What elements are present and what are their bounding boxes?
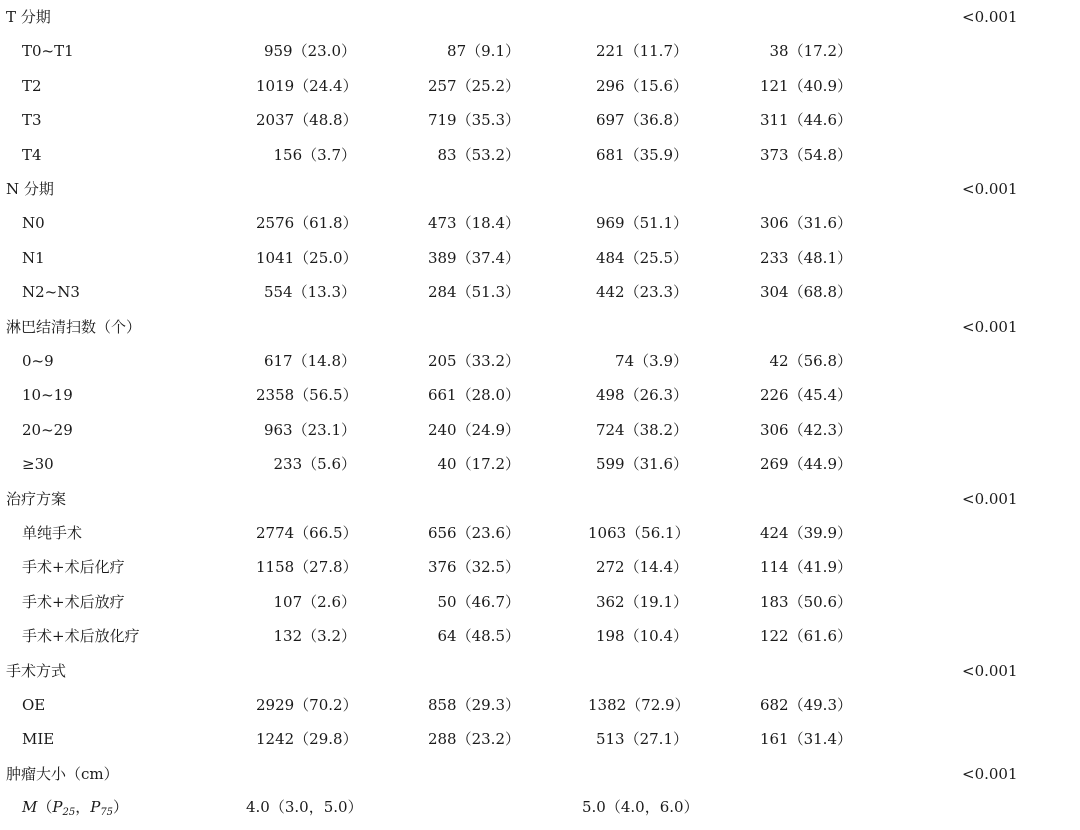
table-group-header	[0, 757, 1080, 791]
cell-col-4: 424（39.9）	[759, 524, 852, 542]
row-label: MIE	[22, 730, 55, 749]
table-row	[0, 516, 1080, 550]
cell-col-4: 121（40.9）	[759, 76, 852, 95]
row-label: 单纯手术	[22, 524, 83, 542]
cell-col-3: 296（15.6）	[595, 76, 688, 95]
cell-col-1: 1041（25.0）	[256, 248, 358, 267]
cell-col-2: 661（28.0）	[427, 386, 520, 405]
row-label: 淋巴结清扫数（个）	[6, 317, 142, 336]
cell-col-2: 50（46.7）	[437, 592, 520, 611]
median-symbol: M	[22, 798, 38, 816]
p-value: <0.001	[962, 764, 1018, 783]
table-row	[0, 447, 1080, 481]
cell-col-4: 233（48.1）	[759, 248, 852, 267]
median-col-3: 5.0（4.0，6.0）	[582, 798, 699, 816]
row-label: 10~19	[22, 386, 73, 405]
cell-col-1: 1242（29.8）	[256, 730, 358, 749]
cell-col-1: 233（5.6）	[273, 455, 356, 474]
cell-col-3: 442（23.3）	[595, 283, 688, 302]
cell-col-3: 484（25.5）	[595, 248, 688, 267]
cell-col-3: 513（27.1）	[595, 730, 688, 749]
cell-col-2: 205（33.2）	[427, 352, 520, 370]
row-label: N2~N3	[22, 283, 80, 302]
table-row	[0, 103, 1080, 137]
cell-col-1: 2774（66.5）	[256, 524, 358, 542]
cell-col-2: 389（37.4）	[427, 248, 520, 267]
cell-col-3: 599（31.6）	[595, 455, 688, 474]
cell-col-2: 719（35.3）	[427, 111, 520, 130]
table-group-header	[0, 482, 1080, 516]
cell-col-4: 304（68.8）	[759, 283, 852, 302]
cell-col-2: 83（53.2）	[437, 145, 520, 164]
table-row	[0, 69, 1080, 103]
cell-col-4: 311（44.6）	[759, 111, 852, 130]
cell-col-3: 1063（56.1）	[588, 524, 690, 542]
p-value: <0.001	[962, 180, 1018, 198]
cell-col-3: 969（51.1）	[595, 214, 688, 233]
table-row	[0, 344, 1080, 378]
cell-col-1: 1158（27.8）	[256, 558, 358, 577]
cell-col-4: 306（31.6）	[759, 214, 852, 233]
cell-col-3: 724（38.2）	[595, 420, 688, 439]
cell-col-2: 473（18.4）	[427, 214, 520, 233]
row-label: 手术+术后放疗	[22, 592, 125, 611]
cell-col-3: 74（3.9）	[615, 352, 688, 370]
row-label: 20~29	[22, 420, 73, 439]
paren-open: （	[37, 798, 53, 816]
table-row	[0, 275, 1080, 309]
cell-col-1: 1019（24.4）	[256, 76, 358, 95]
cell-col-4: 682（49.3）	[759, 696, 852, 714]
table-row	[0, 413, 1080, 447]
cell-col-2: 858（29.3）	[427, 696, 520, 714]
cell-col-1: 2358（56.5）	[256, 386, 358, 405]
cell-col-2: 656（23.6）	[427, 524, 520, 542]
cell-col-1: 2037（48.8）	[256, 111, 358, 130]
row-label: 手术方式	[6, 661, 67, 680]
row-label-median	[22, 790, 128, 830]
table-group-header	[0, 172, 1080, 206]
paren-close: ）	[113, 798, 129, 816]
cell-col-3: 681（35.9）	[595, 145, 688, 164]
cell-col-4: 38（17.2）	[769, 42, 852, 61]
row-label: 治疗方案	[6, 489, 67, 508]
cell-col-1: 554（13.3）	[263, 283, 356, 302]
row-label: ≥30	[22, 455, 54, 474]
table-row	[0, 585, 1080, 619]
table-group-header	[0, 0, 1080, 34]
row-label: 手术+术后化疗	[22, 558, 125, 577]
table-row	[0, 619, 1080, 653]
cell-col-4: 373（54.8）	[759, 145, 852, 164]
cell-col-4: 306（42.3）	[759, 420, 852, 439]
p75-symbol: P	[90, 798, 101, 816]
p-value: <0.001	[962, 489, 1018, 508]
cell-col-1: 107（2.6）	[273, 592, 356, 611]
cell-col-3: 1382（72.9）	[588, 696, 690, 714]
table-row	[0, 34, 1080, 68]
cell-col-2: 376（32.5）	[427, 558, 520, 577]
table-row	[0, 550, 1080, 584]
cell-col-2: 284（51.3）	[427, 283, 520, 302]
row-label: T4	[22, 145, 42, 164]
cell-col-1: 2929（70.2）	[256, 696, 358, 714]
cell-col-1: 2576（61.8）	[256, 214, 358, 233]
cell-col-1: 963（23.1）	[263, 420, 356, 439]
cell-col-2: 40（17.2）	[437, 455, 520, 474]
table-row	[0, 378, 1080, 412]
row-label: N1	[22, 248, 45, 267]
row-label: 0~9	[22, 352, 54, 370]
row-label: N0	[22, 214, 45, 233]
row-label: OE	[22, 696, 46, 714]
p-value: <0.001	[962, 661, 1018, 680]
p25-symbol: P	[52, 798, 63, 816]
table-row	[0, 688, 1080, 722]
cell-col-4: 183（50.6）	[759, 592, 852, 611]
row-label: 肿瘤大小（cm）	[6, 764, 119, 783]
cell-col-2: 64（48.5）	[437, 627, 520, 646]
row-label: N 分期	[6, 180, 54, 198]
cell-col-1: 617（14.8）	[263, 352, 356, 370]
cell-col-4: 122（61.6）	[759, 627, 852, 646]
cell-col-3: 498（26.3）	[595, 386, 688, 405]
table-row-median	[0, 790, 1080, 824]
row-label: T0~T1	[22, 42, 74, 61]
p-value: <0.001	[962, 317, 1018, 336]
cell-col-3: 697（36.8）	[595, 111, 688, 130]
cell-col-3: 272（14.4）	[595, 558, 688, 577]
table-group-header	[0, 654, 1080, 688]
cell-col-4: 161（31.4）	[759, 730, 852, 749]
p25-subscript: 25	[62, 807, 76, 818]
p75-subscript: 75	[100, 807, 114, 818]
table-row	[0, 206, 1080, 240]
cell-col-2: 87（9.1）	[447, 42, 520, 61]
table-row	[0, 722, 1080, 756]
cell-col-3: 362（19.1）	[595, 592, 688, 611]
cell-col-1: 156（3.7）	[273, 145, 356, 164]
table-group-header	[0, 310, 1080, 344]
cell-col-2: 288（23.2）	[427, 730, 520, 749]
comma: ，	[75, 798, 91, 816]
p-value: <0.001	[962, 8, 1018, 26]
table-row	[0, 138, 1080, 172]
cell-col-1: 959（23.0）	[263, 42, 356, 61]
cell-col-4: 114（41.9）	[759, 558, 852, 577]
cell-col-2: 240（24.9）	[427, 420, 520, 439]
median-col-1: 4.0（3.0，5.0）	[246, 798, 363, 816]
cell-col-2: 257（25.2）	[427, 76, 520, 95]
cell-col-3: 198（10.4）	[595, 627, 688, 646]
cell-col-4: 226（45.4）	[759, 386, 852, 405]
table-row	[0, 241, 1080, 275]
row-label: T 分期	[6, 8, 51, 26]
cell-col-1: 132（3.2）	[273, 627, 356, 646]
cell-col-4: 42（56.8）	[769, 352, 852, 370]
cell-col-3: 221（11.7）	[595, 42, 688, 61]
row-label: 手术+术后放化疗	[22, 627, 140, 646]
row-label: T2	[22, 76, 42, 95]
cell-col-4: 269（44.9）	[759, 455, 852, 474]
row-label: T3	[22, 111, 42, 130]
